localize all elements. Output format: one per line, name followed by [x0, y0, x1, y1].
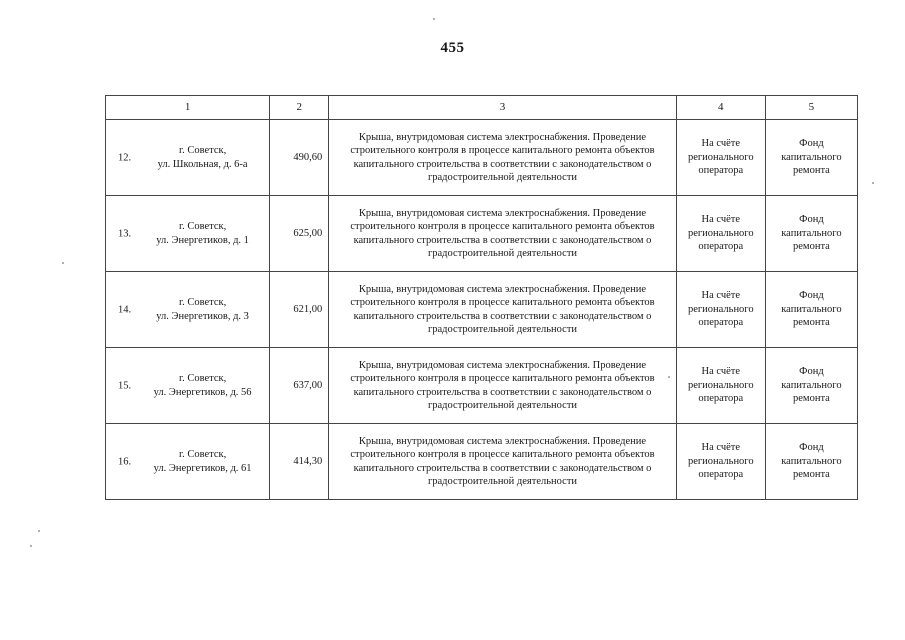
- table-body: [106, 120, 858, 500]
- source-cell: Фонд капитального ремонта: [765, 272, 857, 348]
- method-cell: На счёте регионального оператора: [676, 120, 765, 196]
- address-city: г. Советск,: [178, 449, 227, 460]
- scan-speck: [872, 182, 874, 184]
- scan-speck: [668, 376, 670, 378]
- repair-table: [105, 95, 858, 500]
- address-city: г. Советск,: [178, 145, 227, 156]
- table-row: [106, 272, 858, 348]
- work-description-cell: Крыша, внутридомовая система электроснабжения. Проведение строительного контроля в процессе капитального ремонта объектов капитального строительства в соответствии с законодательством о градостроительной деятельности: [329, 424, 676, 500]
- table-header: [106, 96, 858, 120]
- address-city: г. Советск,: [178, 373, 227, 384]
- area-cell: 490,60: [270, 120, 329, 196]
- address-cell: [106, 272, 270, 348]
- address-street: ул. Энергетиков, д. 56: [153, 386, 252, 398]
- address-cell: [106, 424, 270, 500]
- address-city: г. Советск,: [178, 297, 227, 308]
- work-description-cell: Крыша, внутридомовая система электроснабжения. Проведение строительного контроля в процессе капитального ремонта объектов капитального строительства в соответствии с законодательством о градостроительной деятельности: [329, 196, 676, 272]
- address-cell: [106, 196, 270, 272]
- method-cell: На счёте регионального оператора: [676, 272, 765, 348]
- address-street: ул. Школьная, д. 6-а: [157, 158, 248, 170]
- address-street: ул. Энергетиков, д. 3: [156, 310, 249, 322]
- method-cell: На счёте регионального оператора: [676, 196, 765, 272]
- source-cell: Фонд капитального ремонта: [765, 120, 857, 196]
- address-cell: [106, 348, 270, 424]
- method-cell: На счёте регионального оператора: [676, 424, 765, 500]
- area-cell: 625,00: [270, 196, 329, 272]
- header-col-4: 4: [676, 96, 765, 120]
- table-row: [106, 348, 858, 424]
- work-description-cell: Крыша, внутридомовая система электроснабжения. Проведение строительного контроля в процессе капитального ремонта объектов капитального строительства в соответствии с законодательством о градостроительной деятельности: [329, 120, 676, 196]
- row-number: 14.: [118, 303, 132, 315]
- table-row: [106, 196, 858, 272]
- source-cell: Фонд капитального ремонта: [765, 424, 857, 500]
- scan-speck: [38, 530, 40, 532]
- header-row: [106, 96, 858, 120]
- source-cell: Фонд капитального ремонта: [765, 348, 857, 424]
- header-col-1: 1: [106, 96, 270, 120]
- header-col-5: 5: [765, 96, 857, 120]
- method-cell: На счёте регионального оператора: [676, 348, 765, 424]
- work-description-cell: Крыша, внутридомовая система электроснабжения. Проведение строительного контроля в процессе капитального ремонта объектов капитального строительства в соответствии с законодательством о градостроительной деятельности: [329, 348, 676, 424]
- work-description-cell: Крыша, внутридомовая система электроснабжения. Проведение строительного контроля в процессе капитального ремонта объектов капитального строительства в соответствии с законодательством о градостроительной деятельности: [329, 272, 676, 348]
- row-number: 16.: [118, 455, 132, 467]
- page-number: 455: [440, 40, 465, 56]
- address-city: г. Советск,: [178, 221, 227, 232]
- area-cell: 414,30: [270, 424, 329, 500]
- source-cell: Фонд капитального ремонта: [765, 196, 857, 272]
- row-number: 12.: [118, 151, 132, 163]
- table-row: [106, 424, 858, 500]
- address-street: ул. Энергетиков, д. 61: [153, 462, 252, 474]
- address-street: ул. Энергетиков, д. 1: [156, 234, 249, 246]
- row-number: 13.: [118, 227, 132, 239]
- header-col-3: 3: [329, 96, 676, 120]
- row-number: 15.: [118, 379, 132, 391]
- address-cell: [106, 120, 270, 196]
- area-cell: 621,00: [270, 272, 329, 348]
- header-col-2: 2: [270, 96, 329, 120]
- scan-speck: [62, 262, 64, 264]
- area-cell: 637,00: [270, 348, 329, 424]
- scan-speck: [30, 545, 32, 547]
- table-row: [106, 120, 858, 196]
- scan-speck: [433, 18, 435, 20]
